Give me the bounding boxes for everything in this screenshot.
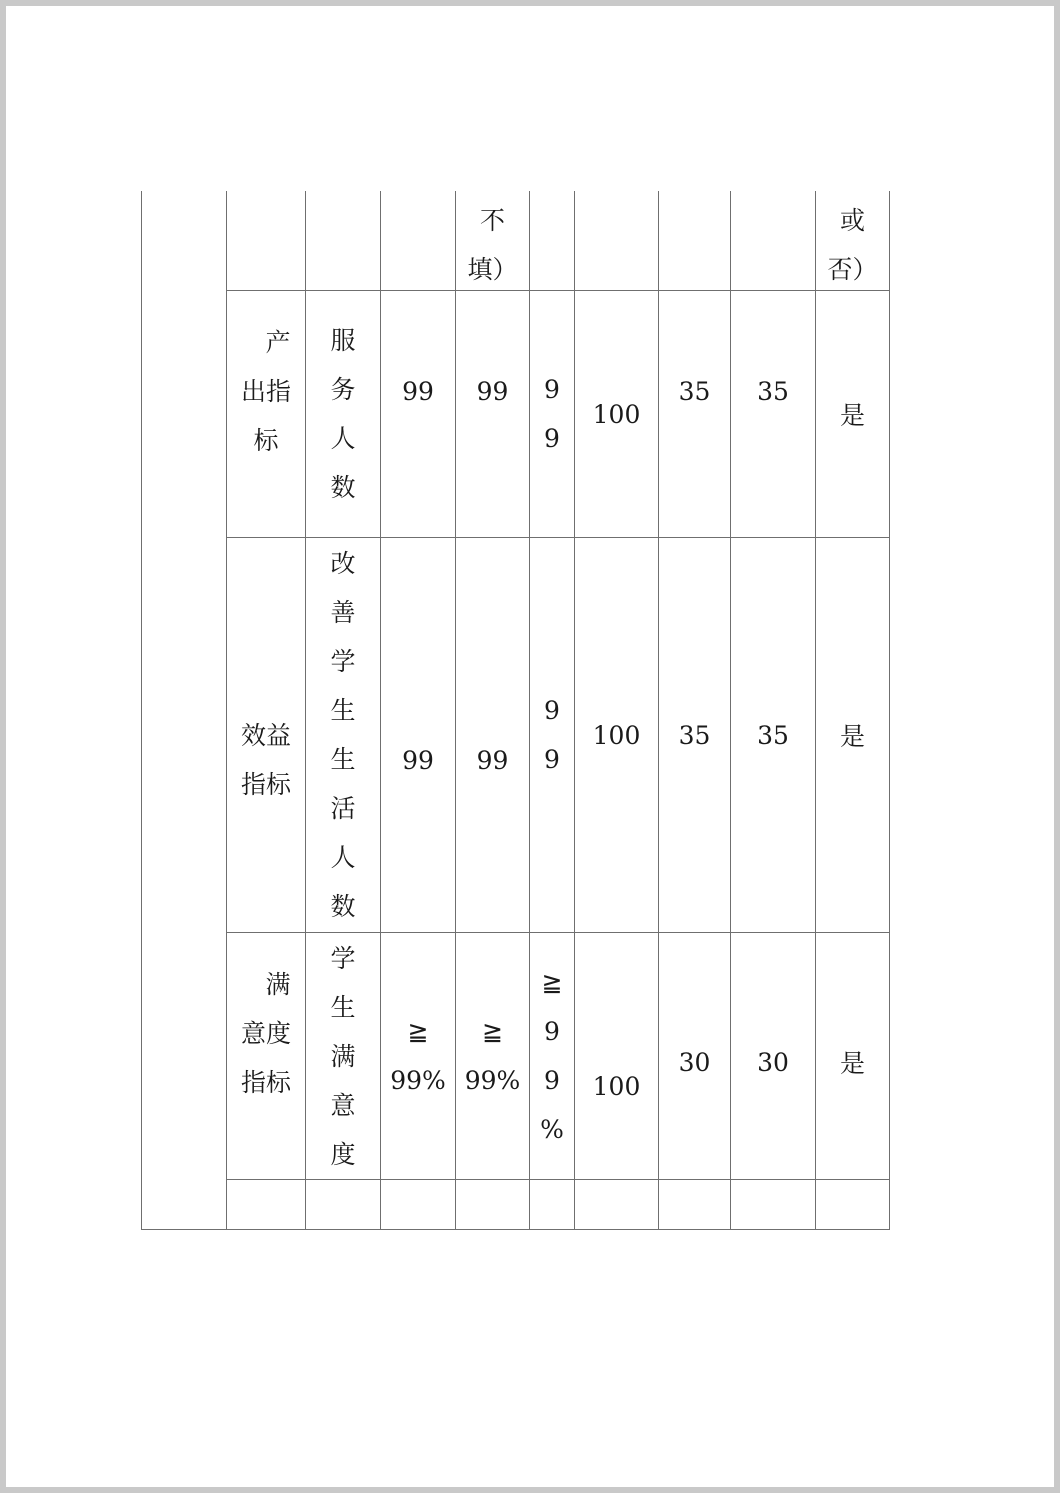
satisfaction-actual-value: ≧ 99% — [464, 1017, 521, 1095]
benefit-target-value: 99 — [402, 745, 434, 775]
satisfaction-completion: 100 — [592, 1071, 641, 1101]
output-actual-value: 99 — [476, 376, 509, 406]
satisfaction-target-value: ≧ 99% — [390, 1017, 446, 1095]
benefit-score: 35 — [757, 720, 789, 750]
satisfaction-score: 30 — [757, 1047, 789, 1077]
benefit-met: 是 — [839, 722, 865, 751]
output-met: 是 — [839, 401, 865, 430]
output-weight: 35 — [678, 376, 711, 406]
table-border-right — [889, 191, 890, 1230]
output-score: 35 — [757, 376, 789, 406]
benefit-weight: 35 — [678, 720, 711, 750]
output-score-rate: 9 9 — [544, 375, 560, 453]
table-border-left — [141, 191, 142, 1230]
output-sub-indicator: 服 务 人 数 — [330, 326, 356, 502]
output-indicator-label: 产 出指 标 — [240, 327, 291, 455]
benefit-completion: 100 — [592, 720, 641, 750]
benefit-indicator-label: 效益 指标 — [240, 721, 291, 799]
output-completion: 100 — [592, 399, 641, 429]
satisfaction-indicator-label: 满 意度 指标 — [240, 969, 291, 1097]
document-page — [6, 6, 1054, 1487]
satisfaction-met: 是 — [839, 1049, 865, 1078]
benefit-actual-value: 99 — [476, 745, 509, 775]
benefit-sub-indicator: 改 善 学 生 生 活 人 数 — [330, 549, 356, 921]
satisfaction-sub-indicator: 学 生 满 意 度 — [330, 943, 356, 1169]
actual-value-header-note: 不 填） — [467, 206, 518, 284]
satisfaction-score-rate: ≧ 9 9 % — [540, 968, 564, 1144]
table-border-bottom — [141, 1229, 890, 1230]
met-header-note: 或 否） — [827, 206, 878, 284]
output-target-value: 99 — [402, 376, 434, 406]
benefit-score-rate: 9 9 — [544, 696, 560, 774]
satisfaction-weight: 30 — [678, 1047, 711, 1077]
